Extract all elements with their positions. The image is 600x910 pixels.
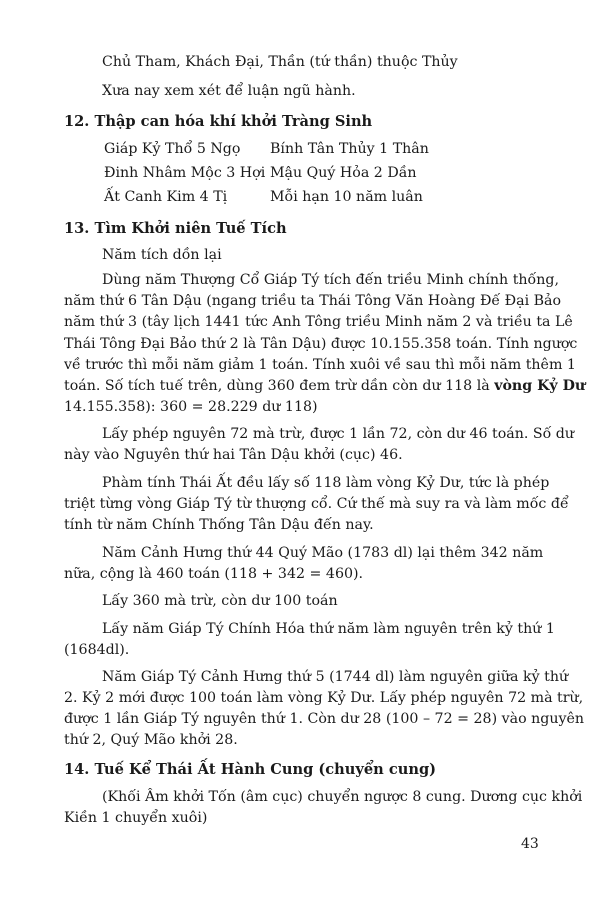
text-line: (1684dl). xyxy=(64,642,130,658)
text-line: năm thứ 3 (tây lịch 1441 tức Anh Tông triều Minh năm 2 và triều ta Lê xyxy=(64,314,573,330)
table-cell: Ất Canh Kim 4 Tị xyxy=(104,189,228,205)
text-line: Phàm tính Thái Ất đều lấy số 118 làm vòng Kỷ Dư, tức là phép xyxy=(102,475,550,491)
page-number: 43 xyxy=(521,836,539,852)
text-line: về trước thì mỗi năm giảm 1 toán. Tính xuôi về sau thì mỗi năm thêm 1 xyxy=(64,357,576,373)
text-line: được 1 lần Giáp Tý nguyên thứ 1. Còn dư 28 (100 – 72 = 28) vào nguyên xyxy=(64,711,585,727)
text-line: 2. Kỷ 2 mới được 100 toán làm vòng Kỷ Dư. Lấy phép nguyên 72 mà trừ, xyxy=(64,690,584,706)
section-14-heading: 14. Tuế Kể Thái Ất Hành Cung (chuyển cung) xyxy=(64,761,437,778)
table-cell: Bính Tân Thủy 1 Thân xyxy=(270,141,429,157)
text-line: thứ 2, Quý Mão khởi 28. xyxy=(64,732,238,748)
text-line: Năm tích dồn lại xyxy=(102,247,222,263)
table-cell: Đinh Nhâm Mộc 3 Hợi xyxy=(104,165,266,181)
text-line: Dùng năm Thượng Cổ Giáp Tý tích đến triều Minh chính thống, xyxy=(102,272,559,288)
text-line: Năm Giáp Tý Cảnh Hưng thứ 5 (1744 dl) làm nguyên giữa kỷ thứ xyxy=(102,669,569,685)
text-line: Lấy năm Giáp Tý Chính Hóa thứ năm làm nguyên trên kỷ thứ 1 xyxy=(102,621,555,637)
text-line: Thái Tông Đại Bảo thứ 2 là Tân Dậu) được 10.155.358 toán. Tính ngược xyxy=(64,336,578,352)
text-line: Năm Cảnh Hưng thứ 44 Quý Mão (1783 dl) lại thêm 342 năm xyxy=(102,545,544,561)
text-line: 14.155.358): 360 = 28.229 dư 118) xyxy=(64,399,318,415)
text-line: (Khối Âm khởi Tốn (âm cục) chuyển ngược 8 cung. Dương cục khởi xyxy=(102,789,583,805)
text-line xyxy=(64,379,585,393)
text-line: Chủ Tham, Khách Đại, Thần (tứ thần) thuộc Thủy xyxy=(102,54,458,70)
text-line: Xưa nay xem xét để luận ngũ hành. xyxy=(102,83,356,99)
text-line: Kiền 1 chuyển xuôi) xyxy=(64,810,208,826)
text-line: tính từ năm Chính Thống Tân Dậu đến nay. xyxy=(64,517,374,533)
text-line: này vào Nguyên thứ hai Tân Dậu khởi (cục) 46. xyxy=(64,447,403,463)
table-cell: Mậu Quý Hỏa 2 Dần xyxy=(270,165,417,181)
text-line: Lấy phép nguyên 72 mà trừ, được 1 lần 72, còn dư 46 toán. Số dư xyxy=(102,426,575,442)
text-line: nữa, cộng là 460 toán (118 + 342 = 460). xyxy=(64,566,364,582)
text-line: năm thứ 6 Tân Dậu (ngang triều ta Thái Tông Văn Hoàng Đế Đại Bảo xyxy=(64,293,562,309)
bold-term: vòng Kỷ Dư xyxy=(494,378,586,394)
table-cell: Mỗi hạn 10 năm luân xyxy=(270,189,423,205)
section-12-heading: 12. Thập can hóa khí khởi Tràng Sinh xyxy=(64,113,373,130)
table-cell: Giáp Kỷ Thổ 5 Ngọ xyxy=(104,141,241,157)
text-run: toán. Số tích tuế trên, dùng 360 đem trừ dần còn dư 118 là xyxy=(64,378,495,394)
text-line: triệt từng vòng Giáp Tý từ thượng cổ. Cứ thế mà suy ra và làm mốc để xyxy=(64,496,569,512)
section-13-heading: 13. Tìm Khởi niên Tuế Tích xyxy=(64,220,287,237)
text-line: Lấy 360 mà trừ, còn dư 100 toán xyxy=(102,593,338,609)
